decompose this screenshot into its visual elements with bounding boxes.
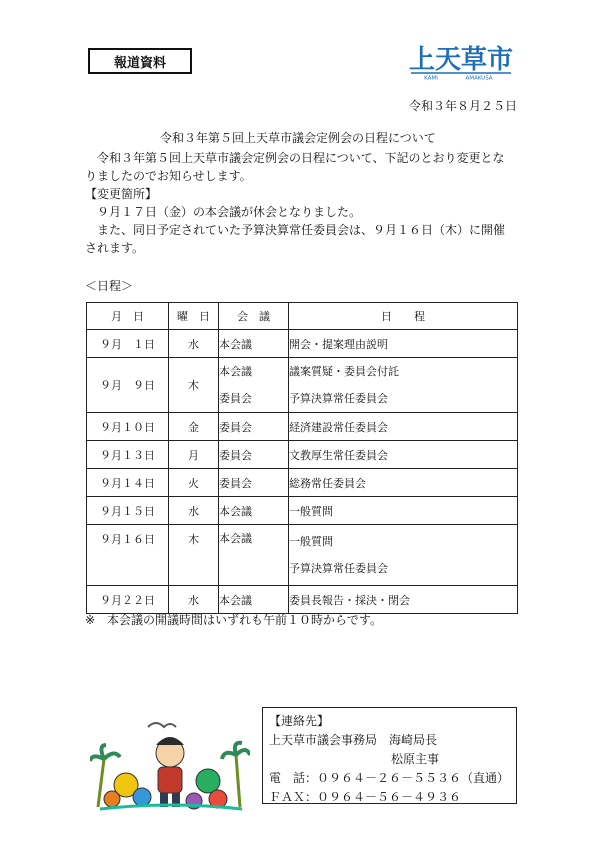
- cell-schedule: 文教厚生常任委員会: [289, 441, 518, 469]
- schedule-sub: 議案質疑・委員会付託: [289, 365, 399, 378]
- table-row: [87, 441, 518, 469]
- schedule-sub: 予算決算常任委員会: [289, 562, 388, 575]
- change-line-2: また、同日予定されていた予算決算常任委員会は、９月１６日（木）に開催: [97, 223, 506, 237]
- cell-date: ９月２２日: [87, 586, 169, 614]
- cell-day: 木: [169, 358, 219, 413]
- cell-meeting: 本会議: [219, 330, 289, 358]
- table-row: [87, 525, 518, 586]
- cell-schedule: [289, 358, 518, 413]
- cell-date: ９月１５日: [87, 497, 169, 525]
- schedule-sub: 一般質問: [289, 535, 333, 548]
- document-title: 令和３年第５回上天草市議会定例会の日程について: [160, 131, 436, 145]
- press-release-label: 報道資料: [88, 48, 192, 74]
- change-heading: 【変更箇所】: [85, 187, 158, 201]
- col-header-meeting: 会 議: [219, 303, 289, 330]
- cell-day: 水: [169, 330, 219, 358]
- cell-date: ９月１０日: [87, 413, 169, 441]
- mascot-illustration: [90, 715, 250, 815]
- cell-day: 水: [169, 497, 219, 525]
- table-header-row: [87, 303, 518, 330]
- meeting-sub: 本会議: [219, 365, 252, 378]
- schedule-table: [86, 302, 518, 614]
- intro-line-1: 令和３年第５回上天草市議会定例会の日程について、下記のとおり変更とな: [97, 151, 505, 165]
- cell-date: ９月 ９日: [87, 358, 169, 413]
- contact-heading: 【連絡先】: [269, 714, 330, 728]
- cell-date: ９月１４日: [87, 469, 169, 497]
- table-row: [87, 358, 518, 413]
- cell-schedule: 総務常任委員会: [289, 469, 518, 497]
- col-header-schedule: 日 程: [289, 303, 518, 330]
- cell-schedule: 開会・提案理由説明: [289, 330, 518, 358]
- cell-day: 金: [169, 413, 219, 441]
- table-row: [87, 586, 518, 614]
- contact-box: [262, 707, 517, 804]
- contact-office: 上天草市議会事務局 海崎局長: [269, 733, 438, 747]
- cell-meeting: [219, 525, 289, 586]
- cell-date: ９月１３日: [87, 441, 169, 469]
- city-logo: [405, 40, 517, 80]
- release-date: 令和３年８月２５日: [408, 99, 517, 113]
- intro-line-2: りましたのでお知らせします。: [85, 169, 252, 183]
- cell-meeting: 委員会: [219, 441, 289, 469]
- cell-meeting: 本会議: [219, 497, 289, 525]
- table-row: [87, 469, 518, 497]
- footnote: ※ 本会議の開議時間はいずれも午前１０時からです。: [85, 613, 382, 627]
- cell-date: ９月１６日: [87, 525, 169, 586]
- table-row: [87, 413, 518, 441]
- logo-text: 上天草市: [408, 45, 514, 75]
- contact-phone: 電 話：０９６４－２６－５５３６（直通）: [269, 771, 510, 785]
- cell-schedule: [289, 525, 518, 586]
- table-row: [87, 330, 518, 358]
- cell-schedule: 一般質問: [289, 497, 518, 525]
- cell-day: 火: [169, 469, 219, 497]
- cell-meeting: [219, 358, 289, 413]
- logo-sub-right: AMAKUSA: [465, 75, 493, 80]
- cell-schedule: 経済建設常任委員会: [289, 413, 518, 441]
- cell-meeting: 委員会: [219, 469, 289, 497]
- col-header-day: 曜 日: [169, 303, 219, 330]
- meeting-sub: 委員会: [219, 392, 252, 405]
- cell-day: 水: [169, 586, 219, 614]
- schedule-sub: 予算決算常任委員会: [289, 392, 388, 405]
- logo-sub-left: KAMI: [424, 75, 438, 80]
- cell-day: 木: [169, 525, 219, 586]
- cell-day: 月: [169, 441, 219, 469]
- meeting-sub: 本会議: [219, 532, 252, 545]
- contact-staff: 松原主事: [391, 752, 440, 766]
- col-header-date: 月 日: [87, 303, 169, 330]
- cell-meeting: 委員会: [219, 413, 289, 441]
- contact-fax: ＦＡＸ：０９６４－５６－４９３６: [269, 790, 462, 804]
- cell-meeting: 本会議: [219, 586, 289, 614]
- schedule-heading: ＜日程＞: [85, 279, 134, 293]
- change-line-3: されます。: [85, 241, 145, 255]
- cell-date: ９月 １日: [87, 330, 169, 358]
- table-row: [87, 497, 518, 525]
- intro-text: [85, 149, 525, 185]
- cell-schedule: 委員長報告・採決・閉会: [289, 586, 518, 614]
- change-line-1: ９月１７日（金）の本会議が休会となりました。: [97, 205, 362, 219]
- change-section: [85, 185, 525, 257]
